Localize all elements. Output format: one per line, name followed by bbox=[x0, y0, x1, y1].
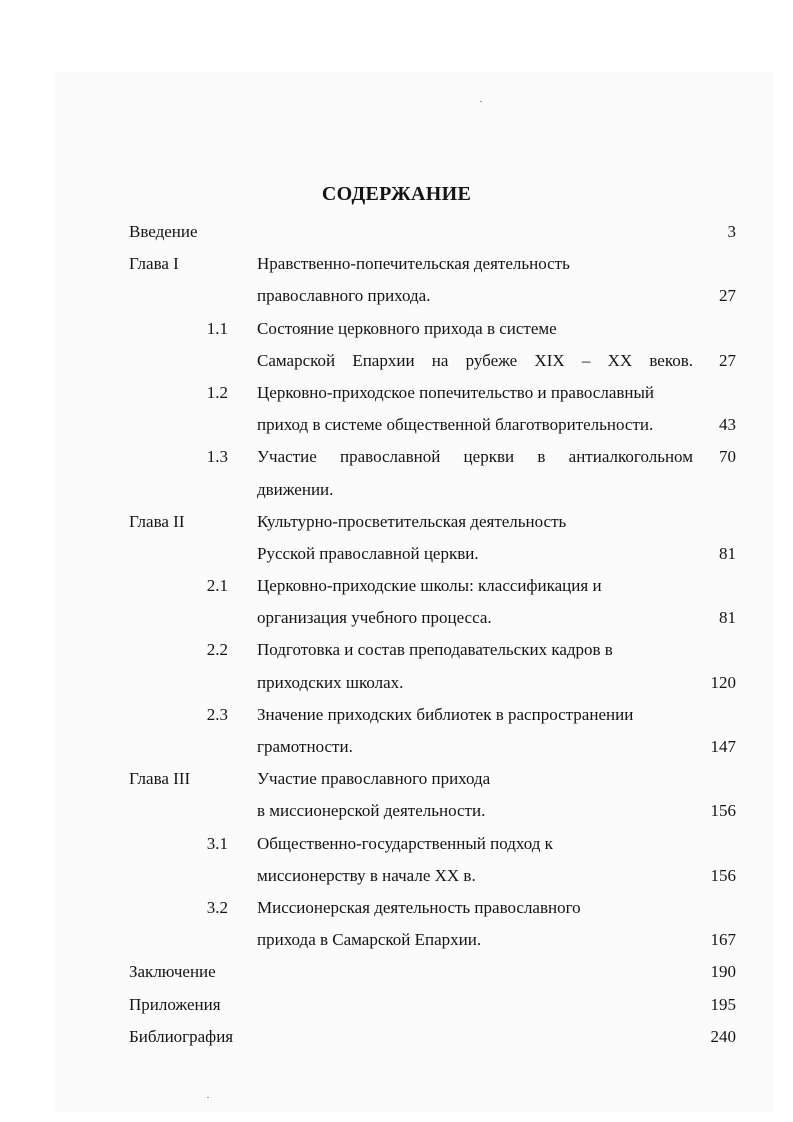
entry-title: приходских школах. bbox=[257, 672, 404, 692]
entry-title: Церковно-приходские школы: классификация и bbox=[257, 576, 602, 596]
toc-entry-1-1 bbox=[0, 313, 793, 345]
section-number: 1.3 bbox=[206, 447, 228, 467]
entry-label: Библиография bbox=[129, 1026, 234, 1046]
page-number: 81 bbox=[719, 608, 736, 628]
entry-title: Русской православной церкви. bbox=[257, 543, 479, 563]
toc-entry-3-1 bbox=[0, 828, 793, 860]
toc-entry-bibliography bbox=[0, 1021, 793, 1053]
entry-title: прихода в Самарской Епархии. bbox=[257, 930, 482, 950]
toc-entry-chapter-2-cont bbox=[0, 538, 793, 570]
toc-entry-3-1-cont bbox=[0, 860, 793, 892]
entry-title: движении. bbox=[257, 479, 334, 499]
entry-title: Церковно-приходское попечительство и православный bbox=[257, 382, 655, 402]
page-number: 27 bbox=[719, 350, 736, 370]
page-number: 190 bbox=[710, 962, 736, 982]
page-number: 195 bbox=[710, 994, 736, 1014]
section-number: 1.2 bbox=[206, 382, 228, 402]
chapter-label: Глава III bbox=[129, 769, 191, 789]
toc-entry-appendices bbox=[0, 989, 793, 1021]
toc-entry-1-3-cont bbox=[0, 474, 793, 506]
toc-entry-2-2 bbox=[0, 634, 793, 666]
entry-title: Значение приходских библиотек в распространении bbox=[257, 704, 634, 724]
entry-title: Общественно-государственный подход к bbox=[257, 833, 553, 853]
section-number: 3.2 bbox=[206, 897, 228, 917]
entry-title: православного прихода. bbox=[257, 286, 431, 306]
toc-entry-conclusion bbox=[0, 956, 793, 988]
entry-title: Участие православной церкви в антиалкогольном bbox=[257, 447, 693, 467]
page-number: 3 bbox=[727, 222, 736, 241]
entry-title: в миссионерской деятельности. bbox=[257, 801, 486, 821]
entry-label: Заключение bbox=[129, 962, 216, 982]
toc-entry-1-1-cont bbox=[0, 345, 793, 377]
page-number: 147 bbox=[710, 737, 736, 756]
toc-entry-chapter-2 bbox=[0, 506, 793, 538]
scan-speck bbox=[480, 101, 482, 102]
page-number: 120 bbox=[710, 672, 736, 692]
section-number: 3.1 bbox=[206, 833, 228, 853]
page-title: СОДЕРЖАНИЕ bbox=[321, 183, 472, 205]
page-number: 70 bbox=[719, 447, 736, 467]
entry-title: приход в системе общественной благотворительности. bbox=[257, 415, 654, 435]
toc-entry-chapter-3 bbox=[0, 763, 793, 795]
toc-entry-chapter-1 bbox=[0, 248, 793, 280]
toc-entry-intro bbox=[0, 216, 793, 248]
toc-entry-1-2 bbox=[0, 377, 793, 409]
toc-entry-2-2-cont bbox=[0, 667, 793, 699]
toc-entry-chapter-3-cont bbox=[0, 795, 793, 827]
entry-title: грамотности. bbox=[257, 737, 353, 756]
scan-speck bbox=[207, 1097, 209, 1098]
toc-entry-1-3 bbox=[0, 441, 793, 473]
section-number: 2.3 bbox=[206, 704, 228, 724]
toc-entry-2-1 bbox=[0, 570, 793, 602]
toc-entry-2-1-cont bbox=[0, 602, 793, 634]
entry-title: Нравственно-попечительская деятельность bbox=[257, 254, 570, 274]
entry-title: организация учебного процесса. bbox=[257, 608, 492, 628]
chapter-label: Глава II bbox=[129, 511, 185, 531]
page-number: 81 bbox=[719, 543, 736, 563]
entry-label: Введение bbox=[129, 222, 198, 241]
entry-title: Культурно-просветительская деятельность bbox=[257, 511, 567, 531]
entry-label: Приложения bbox=[129, 994, 221, 1014]
toc-entry-1-2-cont bbox=[0, 409, 793, 441]
toc-entry-3-2 bbox=[0, 892, 793, 924]
page-number: 156 bbox=[710, 801, 736, 821]
section-number: 1.1 bbox=[206, 318, 228, 338]
toc-entry-2-3-cont bbox=[0, 731, 793, 763]
entry-title: Самарской Епархии на рубеже XIX – XX веков. bbox=[257, 350, 693, 370]
table-of-contents bbox=[0, 216, 793, 1053]
toc-entry-chapter-1-cont bbox=[0, 280, 793, 312]
section-number: 2.2 bbox=[206, 640, 228, 660]
chapter-label: Глава I bbox=[129, 254, 179, 274]
toc-entry-3-2-cont bbox=[0, 924, 793, 956]
section-number: 2.1 bbox=[206, 576, 228, 596]
page-number: 43 bbox=[719, 415, 736, 435]
toc-entry-2-3 bbox=[0, 699, 793, 731]
entry-title: Участие православного прихода bbox=[257, 769, 491, 789]
entry-title: миссионерству в начале XX в. bbox=[257, 865, 476, 885]
page-number: 156 bbox=[710, 865, 736, 885]
entry-title: Миссионерская деятельность православного bbox=[257, 897, 581, 917]
page-number: 240 bbox=[710, 1026, 736, 1046]
entry-title: Подготовка и состав преподавательских кадров в bbox=[257, 640, 613, 660]
page-number: 27 bbox=[719, 286, 736, 306]
entry-title: Состояние церковного прихода в системе bbox=[257, 318, 557, 338]
page-number: 167 bbox=[710, 930, 736, 950]
